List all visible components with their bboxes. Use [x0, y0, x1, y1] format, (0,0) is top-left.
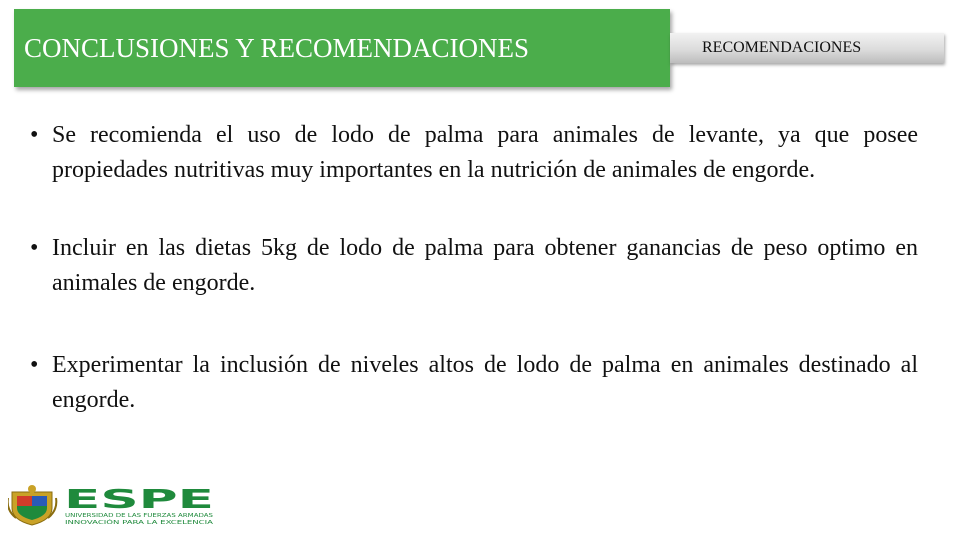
bullet-list: [30, 118, 918, 418]
section-tab-label: RECOMENDACIONES: [702, 39, 862, 56]
section-tab: [670, 33, 944, 63]
bullet-text: Incluir en las dietas 5kg de lodo de palma para obtener ganancias de peso optimo en animales de engorde.: [52, 235, 918, 296]
bullet-marker: •: [30, 122, 39, 148]
page-title: CONCLUSIONES Y RECOMENDACIONES: [24, 33, 530, 63]
logo-wordmark: ESPE: [64, 485, 214, 515]
logo-subline-2: INNOVACIÓN PARA LA EXCELENCIA: [65, 520, 161, 526]
list-item: [30, 348, 918, 418]
title-banner: [14, 9, 670, 87]
bullet-text: Experimentar la inclusión de niveles altos de lodo de palma en animales destinado al engorde.: [52, 352, 918, 413]
bullet-marker: •: [30, 352, 39, 378]
shield-emblem-icon: [8, 485, 56, 525]
espe-logo: [8, 484, 220, 526]
list-item: [30, 118, 918, 188]
list-item: [30, 231, 918, 301]
bullet-text: Se recomienda el uso de lodo de palma para animales de levante, ya que posee propiedades nutritivas muy importantes en la nutrición de animales de engorde.: [52, 122, 918, 183]
logo-subline-1: UNIVERSIDAD DE LAS FUERZAS ARMADAS: [65, 513, 214, 519]
bullet-marker: •: [30, 235, 39, 261]
